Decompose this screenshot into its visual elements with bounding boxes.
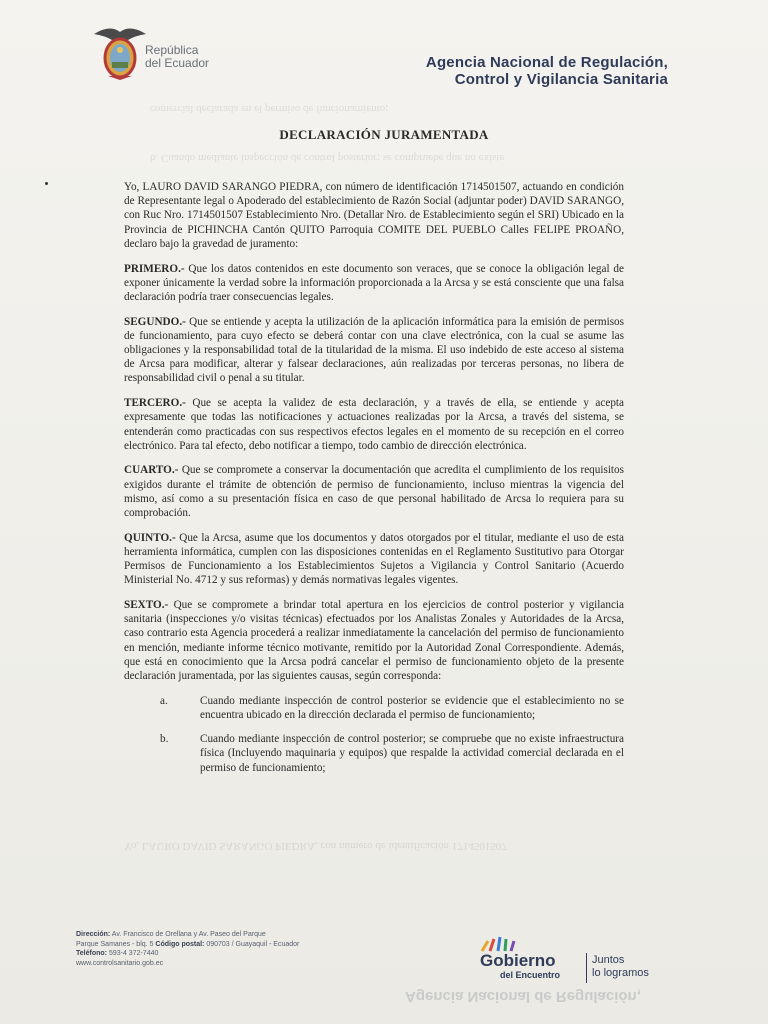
gobierno-logo [470,935,670,985]
phone-label: Teléfono: [76,950,107,957]
bleed-through-text: Yo, LAURO DAVID SARANGO PIEDRA, con número de identificación 1714501507 [124,840,507,852]
clause-text: Que se entiende y acepta la utilización de la aplicación informática para la emisión de permisos de funcionamiento, para cuyo efecto se deberá contar con una clave electrónica, con la cual se asume las obligaciones y la responsabilidad total de la titularidad de la misma. El uso indebido de este acceso al sistema de Arcsa para modificar, alterar y falsear declaraciones, aún realizadas por terceras personas, no libera de responsabilidad civil o penal a su titular. [124,315,624,385]
ecuador-coat-of-arms-icon [90,22,150,82]
phone-line [76,949,299,959]
bleed-through-text: comercial declarada en el permiso de funcionamiento; [150,103,389,115]
gobierno-sub-label: del Encuentro [500,970,561,980]
list-item [160,732,624,775]
clause-quinto [124,531,624,588]
clause-cuarto [124,463,624,520]
clause-text: Que se acepta la validez de esta declaración, y a través de ella, se entiende y acepta expresamente que todas las notificaciones y actuaciones realizadas por la Arcsa, a través del sistema, se entenderán como practicadas con sus respectivos efectos legales en el momento de su recepción en el correo electrónico. Para tal efecto, debo notificar a tiempo, todo cambio de dirección electrónica. [124,397,624,452]
list-text: Cuando mediante inspección de control posterior se evidencie que el establecimiento no se encuentra ubicado en la dirección declarada el permiso de funcionamiento; [200,694,624,721]
address-value-2: Parque Samanes - blq. 5 [76,940,154,948]
clause-text: Que los datos contenidos en este documento son veraces, que se conoce la obligación legal de exponer únicamente la verdad sobre la información proporcionada a la Arcsa y se está consciente que una falsa declaración podría traer consecuencias legales. [124,262,624,303]
bleed-through-agency: Agencia Nacional de Regulación, [405,988,641,1005]
gobierno-slogan [592,954,649,980]
intro-paragraph: Yo, LAURO DAVID SARANGO PIEDRA, con número de identificación 1714501507, actuando en condición de Representante legal o Apoderado del establecimiento de Razón Social (adjuntar poder) DAVID SARANGO, con Ruc Nro. 1714501507 Establecimiento Nro. (Detallar Nro. de Establecimiento según el SRI) Ubicado en la Provincia de PICHINCHA Cantón QUITO Parroquia COMITE DEL PUEBLO Calles FELIPE PROAÑO, declaro bajo la gravedad de juramento: [124,181,624,250]
clause-lead: PRIMERO.- [124,262,185,275]
divider [586,953,587,983]
list-item [160,694,624,722]
list-marker: a. [160,694,168,707]
postal-line [76,940,299,950]
address-value: Av. Francisco de Orellana y Av. Paseo del Parque [111,931,266,938]
bleed-through-text: b. Cuando mediante inspección de control posterior; se compruebe que no existe [150,152,505,164]
address-label: Dirección: [76,931,111,938]
country-line-1: República [145,43,199,57]
page-title: DECLARACIÓN JURAMENTADA [279,127,489,142]
clause-tercero [124,396,624,453]
agency-line-1: Agencia Nacional de Regulación, [425,54,668,71]
clause-lead: CUARTO.- [124,464,179,477]
margin-dot [45,182,48,185]
clause-text: Que la Arcsa, asume que los documentos y datos otorgados por el titular, mediante el uso de esta herramienta informática, cumplen con las disposiciones contenidas en el Reglamento Sustitutivo para Otorgar Permisos de Funcionamiento a los Establecimientos Sujetos a Vigilancia y Control Sanitario (Acuerdo Ministerial No. 4712 y sus reformas) y demás normativas legales vigentes. [124,531,624,587]
country-name [145,44,209,70]
agency-line-2: Control y Vigilancia Sanitaria [454,71,668,88]
web-line: www.controlsanitario.gob.ec [76,959,164,967]
clause-text: Que se compromete a conservar la documentación que acredita el cumplimiento de los requisitos exigidos durante el trámite de obtención de permiso de funcionamiento, incluso mientras la vigencia del mismo, así como a su presentación física en caso de que personal habilitado de Arcsa lo requiera para su comprobación. [124,464,624,520]
clause-primero [124,262,624,305]
postal-value: 090703 / Guayaquil - Ecuador [206,940,300,948]
gobierno-label: Gobierno [480,951,556,970]
slogan-line-1: Juntos [592,954,625,966]
country-line-2: del Ecuador [145,56,210,70]
declaration-body [124,180,624,785]
slogan-line-2: lo logramos [592,967,649,979]
clause-lead: QUINTO.- [124,531,176,544]
clause-lead: SEXTO.- [124,599,169,612]
clause-sexto [124,598,624,683]
list-text: Cuando mediante inspección de control posterior; se compruebe que no existe infraestructura física (Incluyendo maquinaria y equipos) que respalde la actividad comercial declarada en el permiso de funcionamiento; [200,733,624,774]
clause-lead: SEGUNDO.- [124,315,186,328]
phone-value: 593-4 372-7440 [108,950,159,957]
agency-name [426,54,668,88]
postal-label: Código postal: [155,940,205,948]
address-line [76,930,299,940]
clause-text: Que se compromete a brindar total apertura en los ejercicios de control posterior y vigilancia sanitaria (inspecciones y/o visitas técnicas) efectuados por los Analistas Zonales y Autoridades de la Arcsa, caso contrario esta Agencia procederá a realizar inmediatamente la cancelación del permiso de funcionamiento en mención, mediante informe técnico motivante, remitido por la Autoridad Zonal Correspondiente. Además, que está en conocimiento que la Arcsa podrá cancelar el permiso de funcionamiento objeto de la presente declaración juramentada, por las siguientes causas, según corresponda: [124,599,624,683]
footer-address [76,930,299,968]
list-marker: b. [160,733,169,746]
clause-lead: TERCERO.- [124,397,186,410]
clause-segundo [124,315,624,386]
